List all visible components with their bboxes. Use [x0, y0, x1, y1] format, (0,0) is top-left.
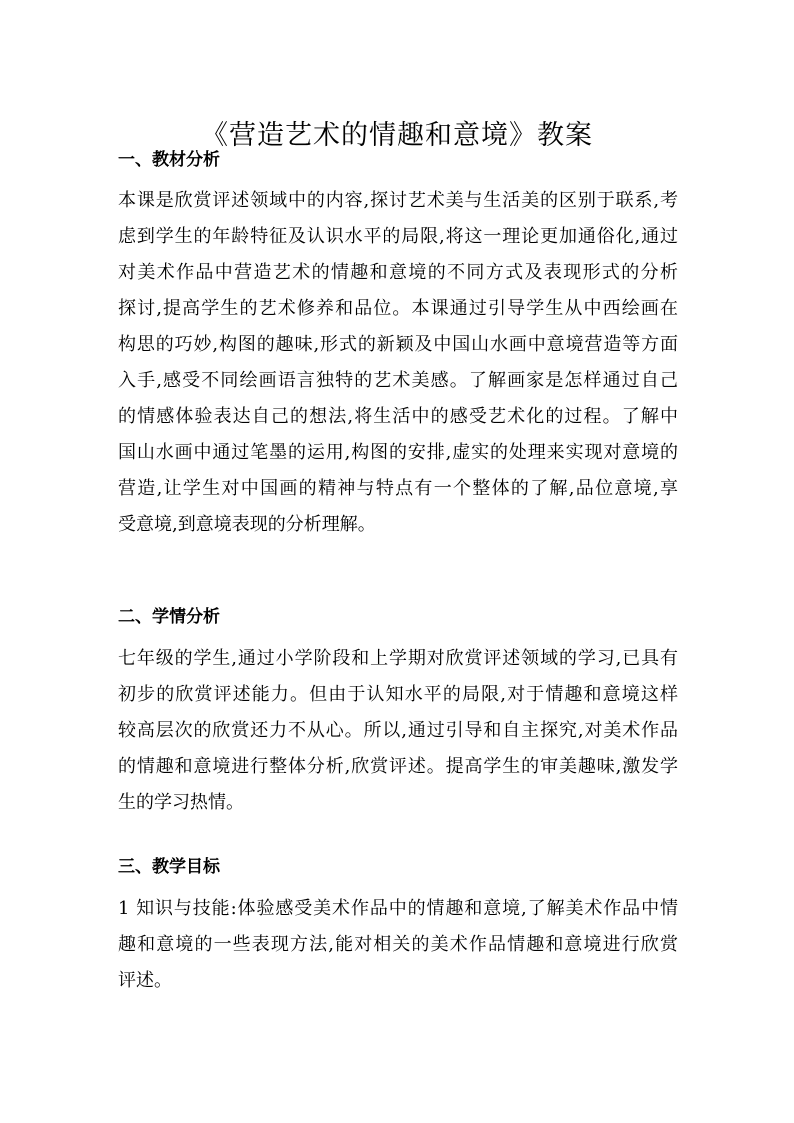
paragraph-line: 初步的欣赏评述能力。但由于认知水平的局限,对于情趣和意境这样 — [118, 684, 678, 705]
paragraph-line: 营造,让学生对中国画的精神与特点有一个整体的了解,品位意境,享 — [118, 478, 678, 499]
paragraph-line: 受意境,到意境表现的分析理解。 — [118, 514, 376, 535]
paragraph-line: 生的学习热情。 — [118, 792, 244, 813]
section-heading-teaching-goals: 三、教学目标 — [118, 857, 220, 877]
paragraph-line: 入手,感受不同绘画语言独特的艺术美感。了解画家是怎样通过自己 — [118, 370, 678, 391]
paragraph-line: 较高层次的欣赏还力不从心。所以,通过引导和自主探究,对美术作品 — [118, 720, 678, 741]
paragraph-line: 探讨,提高学生的艺术修养和品位。本课通过引导学生从中西绘画在 — [118, 298, 678, 319]
paragraph-line: 对美术作品中营造艺术的情趣和意境的不同方式及表现形式的分析 — [118, 262, 678, 283]
paragraph-line: 的情感体验表达自己的想法,将生活中的感受艺术化的过程。了解中 — [118, 406, 678, 427]
paragraph-line: 评述。 — [118, 970, 172, 991]
paragraph-line: 1 知识与技能:体验感受美术作品中的情趣和意境,了解美术作品中情 — [118, 898, 678, 919]
paragraph-line: 国山水画中通过笔墨的运用,构图的安排,虚实的处理来实现对意境的 — [118, 442, 678, 463]
paragraph-line: 趣和意境的一些表现方法,能对相关的美术作品情趣和意境进行欣赏 — [118, 934, 678, 955]
paragraph-line: 本课是欣赏评述领域中的内容,探讨艺术美与生活美的区别于联系,考 — [118, 190, 678, 211]
section-heading-textbook-analysis: 一、教材分析 — [118, 150, 220, 170]
page-title: 《营造艺术的情趣和意境》教案 — [201, 120, 593, 152]
paragraph-textbook-analysis — [118, 183, 678, 543]
paragraph-line: 构思的巧妙,构图的趣味,形式的新颖及中国山水画中意境营造等方面 — [118, 334, 678, 355]
paragraph-teaching-goals — [118, 891, 678, 999]
section-heading-student-analysis: 二、学情分析 — [118, 607, 220, 627]
paragraph-line: 的情趣和意境进行整体分析,欣赏评述。提高学生的审美趣味,激发学 — [118, 756, 678, 777]
paragraph-line: 虑到学生的年龄特征及认识水平的局限,将这一理论更加通俗化,通过 — [118, 226, 678, 247]
paragraph-student-analysis — [118, 641, 678, 821]
paragraph-line: 七年级的学生,通过小学阶段和上学期对欣赏评述领域的学习,已具有 — [118, 648, 678, 669]
